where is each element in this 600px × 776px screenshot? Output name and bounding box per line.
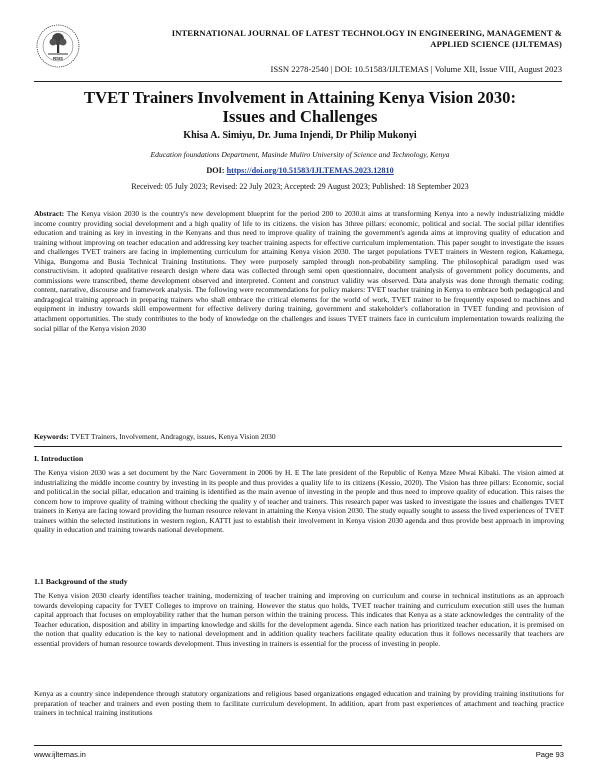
- abstract-label: Abstract:: [34, 209, 65, 218]
- footer-divider: [34, 745, 562, 746]
- paper-title-line2: Issues and Challenges: [222, 107, 378, 126]
- affiliation: Education foundations Department, Masinde Muliro University of Science and Technology, Kenya: [150, 150, 450, 159]
- journal-header: [34, 22, 562, 80]
- rsis-logo-text: RSIS: [53, 56, 63, 61]
- keywords-label: Keywords:: [34, 432, 69, 441]
- paragraph-3: Kenya as a country since independence through statutory organizations and religious based organizations engaged education and training by providing training institutions for preparation of teacher and trainers and even posting them to facilitate curriculum development. In addition, apart from past experiences of attachment and teaching practice trainers in technical training institutions: [34, 689, 564, 718]
- doi-line: [40, 166, 560, 176]
- footer-url: www.ijltemas.in: [34, 750, 86, 759]
- introduction-heading: I. Introduction: [34, 454, 84, 463]
- publication-dates: Received: 05 July 2023; Revised: 22 July 2023; Accepted: 29 August 2023; Published: 18 September 2023: [131, 182, 469, 191]
- keywords: [34, 432, 564, 442]
- abstract-text: The Kenya vision 2030 is the country's new development blueprint for the period 200 to 2030.it aims at transforming Kenya into a newly industrializing middle income country providing social development and a high quality of life to its citizens. the vision has 3three pillars: economic, political and social. The social pillar identifies education and training as key in investing in the Kenyans and thus need to improve quality of training the government's agenda aims at improving quality of education and training without improving on teacher education and addressing key teacher training aspects for effective curriculum implementation. This paper sought to investigate the issues and challenges TVET trainers are facing in implementing curriculum for attaining Kenya vision 2030. The target populations TVET trainers in Western region, Kakamega, Vihiga, Bungoma and Busia Technical Training Institutions. They were purposely sampled through non-probability sampling. The philosophical paradigm used was constructivism. it adopted qualitative research design where data was collected through semi open questionnaire, document analysis of government policy documents, and commissions were transcribed, theme development observed and interpreted. Content and construct validity was observed. Data analysis was done through thematic coding; content, narrative, discourse and framework analysis. The following were recommendations for policy makers: TVET teacher training in Kenya to embrace both pedagogical and andragogical training approach in preparing trainers who shall embrace the critical elements for the world of work, TVET trainer to be frequently exposed to machines and equipment in industry towards skill empowerment for effective delivery during training, government and stakeholder's collaboration in TVET funding and provision of attachment opportunities. The study contributes to the body of knowledge on the challenges and issues TVET trainers face in curriculum implementation towards realizing the social pillar of the Kenya vision 2030: [34, 209, 564, 333]
- journal-title-line1: INTERNATIONAL JOURNAL OF LATEST TECHNOLOGY IN ENGINEERING, MANAGEMENT &: [171, 28, 562, 38]
- keywords-divider: [34, 446, 562, 447]
- doi-link[interactable]: https://doi.org/10.51583/IJLTEMAS.2023.12810: [226, 166, 394, 175]
- journal-title: [120, 28, 562, 49]
- issn-line: ISSN 2278-2540 | DOI: 10.51583/IJLTEMAS | Volume XII, Issue VIII, August 2023: [270, 64, 562, 74]
- journal-title-line2: APPLIED SCIENCE (IJLTEMAS): [430, 38, 562, 49]
- doi-label: DOI:: [206, 166, 225, 175]
- author-list: Khisa A. Simiyu, Dr. Juma Injendi, Dr Philip Mukonyi: [183, 130, 417, 141]
- introduction-text: The Kenya vision 2030 was a set document by the Narc Government in 2006 by H. E The late president of the Republic of Kenya Mzee Mwai Kibaki. The vision aimed at industrializing the middle income country by investing in its people and thus provides a quality life to its citizens (Kessio, 2020). The Vision has three pillars: Economic, social and political.in the social pillar, education and training is identified as the main avenue of investing in the people and thus need to improve quality of education. This raises the concern how to improve quality of training without checking the quality y of teacher and trainers. This research paper was tasked to investigate the issues and challenges TVET trainers in Kenya are facing toward providing the human resource relevant in attaining the Kenya vision 2030. The study equally sought to assess the lived experiences of TVET trainers within the selected institutions in western region, KATTI just to establish their involvement in Kenya vision 2030 agenda and thus provide best approach in improving quality in education and training towards national development.: [34, 468, 564, 535]
- paper-title-line1: TVET Trainers Involvement in Attaining Kenya Vision 2030:: [84, 88, 516, 107]
- background-heading: 1.1 Background of the study: [34, 577, 128, 586]
- abstract: [34, 209, 564, 333]
- background-text: The Kenya vision 2030 clearly identifies teacher training, modernizing of teacher training and improving on curriculum and course in technical institutions as an approach towards developing capacity for TVET Colleges to improve on training. However the status quo holds, TVET teacher training and curriculum execution still uses the human capital approach that focuses on employability rather that the human person within the training process. This indicates that Kenya as a state acknowledges the centrality of the Teacher education, disposition and ability in imparting knowledge and skills for the development agenda. Since each nation has prioritized teacher education, it is premised on the notion that quality education is the key to national development and in addition quality teachers facilitate quality education thus it follows necessarily that teachers are essential providers of human resource towards development. Thus investing in trainers is essential for the process of investing in people.: [34, 591, 564, 648]
- header-divider: [34, 81, 562, 82]
- rsis-logo-icon: [36, 24, 80, 68]
- keywords-text: TVET Trainers, Involvement, Andragogy, issues, Kenya Vision 2030: [70, 432, 276, 441]
- paper-title: [40, 88, 560, 126]
- page-number: Page 93: [535, 750, 564, 759]
